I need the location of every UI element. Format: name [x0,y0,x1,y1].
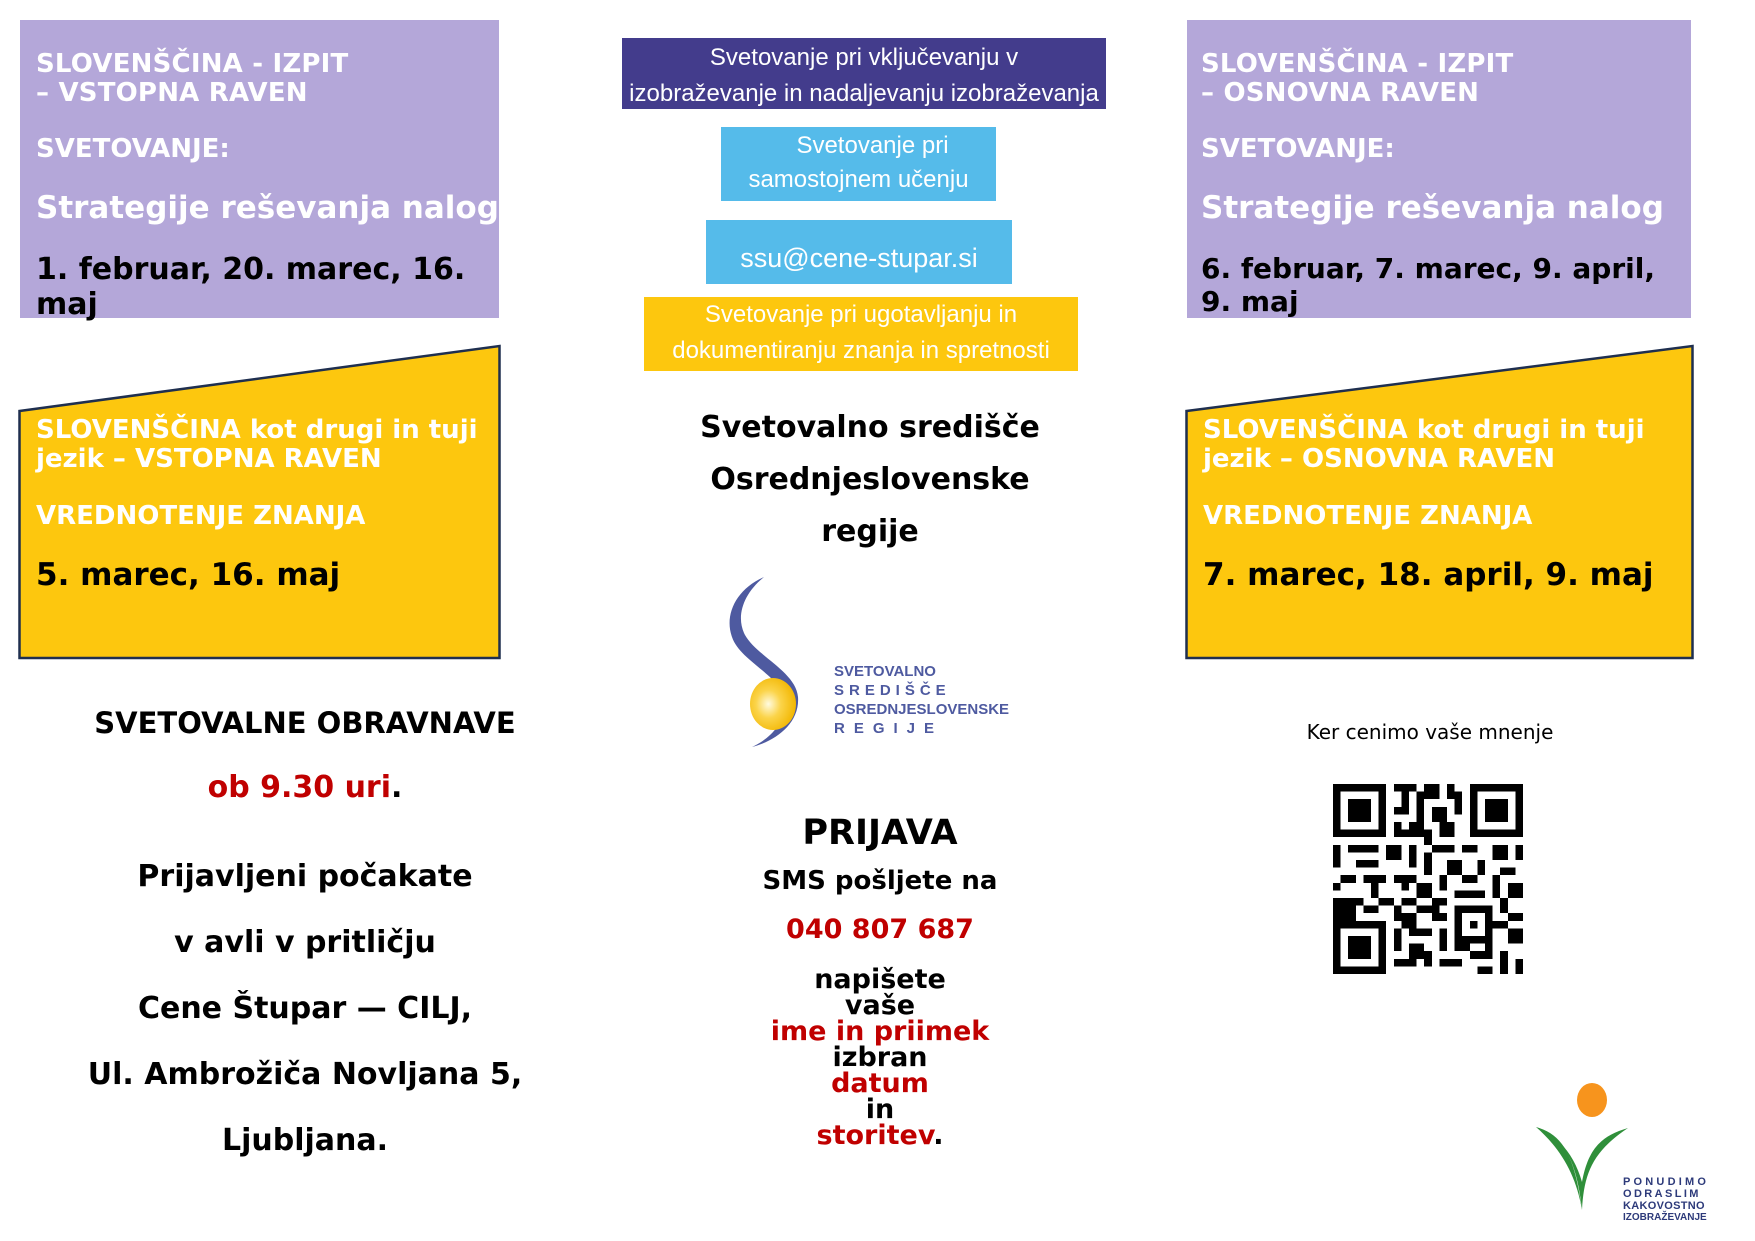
email-link[interactable] [706,220,1012,284]
box-subtitle: SVETOVANJE: [1201,134,1395,164]
top-right-exam-box [1187,20,1691,318]
heading-line-1: Svetovalno središče [700,410,1040,445]
box-title [1203,416,1654,474]
instruction-word: vaše [844,990,916,1021]
instruction-highlight: datum [831,1068,929,1099]
title-line-2: – OSNOVNA RAVEN [1201,78,1480,108]
service-line-1: Svetovanje pri ugotavljanju in [704,301,1018,328]
title-line-1: SLOVENŠČINA kot drugi in tuji [36,415,478,445]
consultation-time [40,770,570,805]
instruction-word: in [865,1094,895,1125]
sms-content-instructions [730,964,1030,1151]
title-line-2: jezik – VSTOPNA RAVEN [36,444,382,474]
service-education-inclusion [622,38,1106,109]
ponudimo-logo-icon [1530,1070,1630,1220]
info-line-4: Ul. Ambrožiča Novljana 5, [87,1057,523,1092]
logo-text-line-1: PONUDIMO [1623,1176,1710,1188]
instruction-word: napišete [814,964,946,995]
logo-text-line-4: IZOBRAŽEVANJE [1623,1212,1707,1223]
svetovalno-sredisce-logo-icon [718,575,838,750]
box-subtitle: VREDNOTENJE ZNANJA [36,501,366,531]
info-line-3: Cene Štupar — CILJ, [137,991,473,1026]
title-line-1: SLOVENŠČINA - IZPIT [1201,49,1514,79]
logo-text-line-4: REGIJE [834,720,944,737]
top-left-exam-box [20,20,499,322]
title-line-1: SLOVENŠČINA - IZPIT [36,49,349,79]
mid-right-assessment-box [1185,344,1695,660]
box-subtitle: SVETOVANJE: [36,134,230,164]
instruction-last [730,1120,1030,1151]
registration-section [730,812,1030,1149]
consultation-heading: SVETOVALNE OBRAVNAVE [94,706,516,740]
service-line-2: dokumentiranju znanja in spretnosti [672,337,1050,364]
logo-text-line-2: ODRASLIM [1623,1188,1701,1200]
info-line-5: Ljubljana. [221,1123,389,1158]
box-dates: 5. marec, 16. maj [36,557,341,593]
box-title [1201,50,1691,108]
title-line-2: jezik – OSNOVNA RAVEN [1203,444,1556,474]
info-line-1: Prijavljeni počakate [137,859,473,894]
instruction-word: izbran [832,1042,928,1073]
logo-text-line-1: SVETOVALNO [834,663,936,680]
title-line-1: SLOVENŠČINA kot drugi in tuji [1203,415,1645,445]
service-self-learning [721,127,996,201]
center-heading [630,402,1110,558]
logo-text-line-2: SREDIŠČE [834,682,951,699]
sms-instruction: SMS pošljete na [762,866,998,896]
instruction-highlight: ime in priimek [770,1016,990,1047]
service-line-1: Svetovanje pri [796,132,949,159]
phone-number[interactable]: 040 807 687 [786,914,974,945]
logo-text-line-3: KAKOVOSTNO [1623,1200,1705,1212]
logo-text-line-3: OSREDNJESLOVENSKE [834,701,1010,718]
qr-code[interactable] [1333,784,1523,974]
registration-heading: PRIJAVA [802,813,958,853]
service-line-1: Svetovanje pri vključevanju v [709,44,1019,71]
consultation-info [40,706,570,1158]
service-skills-documentation [644,297,1078,371]
feedback-caption: Ker cenimo vaše mnenje [1306,720,1554,744]
info-line-2: v avli v pritličju [174,925,436,960]
ponudimo-logo [1530,1070,1730,1223]
box-dates: 7. marec, 18. april, 9. maj [1203,557,1654,593]
email-text[interactable]: ssu@cene-stupar.si [740,243,978,273]
heading-line-2: Osrednjeslovenske [710,462,1030,497]
instruction-suffix: . [933,1120,944,1151]
box-topic: Strategije reševanja nalog [36,190,499,226]
box-title [36,50,499,108]
time-suffix: . [391,770,403,805]
title-line-2: – VSTOPNA RAVEN [36,78,308,108]
box-dates: 6. februar, 7. marec, 9. april, 9. maj [1201,252,1655,318]
heading-line-3: regije [821,514,919,549]
box-dates: 1. februar, 20. marec, 16. maj [36,252,466,322]
service-line-2: izobraževanje in nadaljevanju izobraževanja [629,80,1099,107]
service-line-2: samostojnem učenju [748,166,969,193]
box-title [36,416,478,474]
mid-left-assessment-box [18,344,502,660]
qr-code-icon[interactable] [1333,784,1523,974]
svetovalno-sredisce-logo [718,575,1018,750]
box-subtitle: VREDNOTENJE ZNANJA [1203,501,1533,531]
instruction-highlight: storitev [816,1120,934,1151]
box-topic: Strategije reševanja nalog [1201,190,1664,226]
time-highlight: ob 9.30 uri [207,770,392,805]
